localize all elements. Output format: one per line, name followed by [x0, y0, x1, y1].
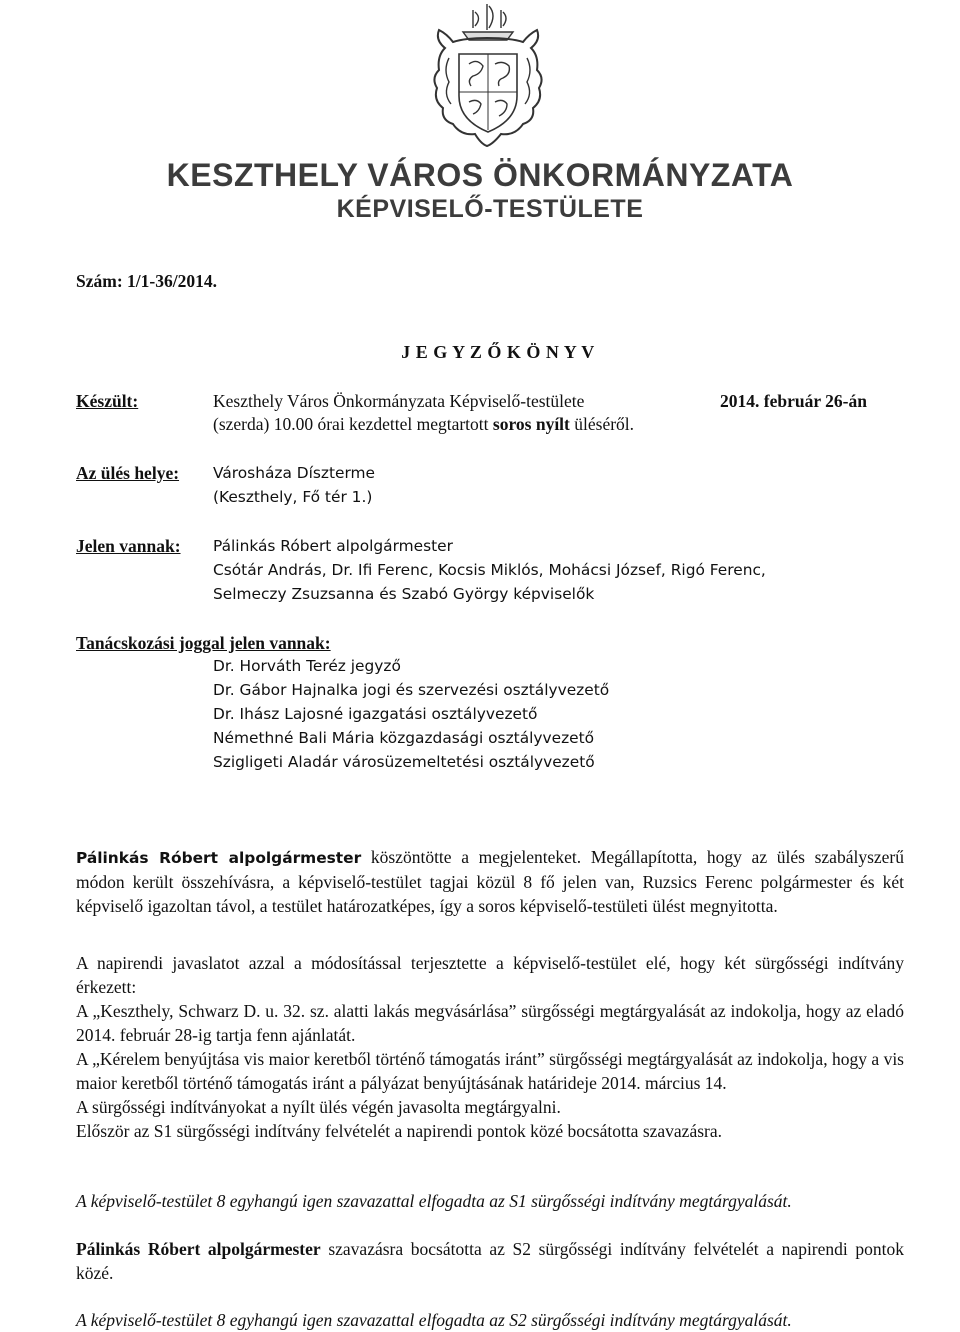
- jelen-line-1: Pálinkás Róbert alpolgármester: [213, 537, 453, 555]
- helye-line-2: (Keszthely, Fő tér 1.): [213, 488, 373, 506]
- keszult-text-2: (szerda) 10.00 órai kezdettel megtartott: [213, 414, 489, 434]
- tanacskozasi-label: Tanácskozási joggal jelen vannak:: [76, 633, 331, 653]
- vote-call: Először az S1 sürgősségi indítvány felvételét a napirendi pontok közé bocsátotta szavazásra.: [76, 1121, 722, 1141]
- helye-label: Az ülés helye:: [76, 463, 180, 483]
- vote-result-text: A képviselő-testület 8 egyhangú igen szavazattal elfogadta az S1 sürgősségi indítvány megtárgyalását.: [76, 1191, 792, 1211]
- urgent-motion-2: A „Kérelem benyújtása vis maior keretből történő támogatás iránt” sürgősségi megtárgyalását az indokolja, hogy a vis maior keretből történő támogatás iránt a pályázat benyújtásának határideje 2014. március 14.: [76, 1049, 904, 1093]
- agenda-paragraph: [76, 951, 904, 1143]
- urgent-motion-1: A „Keszthely, Schwarz D. u. 32. sz. alatti lakás megvásárlása” sürgősségi megtárgyalását az indokolja, hogy az eladó 2014. február 28-ig tartja fenn ajánlatát.: [76, 1001, 904, 1045]
- attendee-item: Némethné Bali Mária közgazdasági osztályvezető: [213, 729, 595, 747]
- opening-paragraph: [76, 845, 904, 918]
- opening-text: köszöntötte a megjelenteket. Megállapította, hogy az ülés szabályszerű módon került összehívásra, a képviselő-testület tagjai közül 8 fő jelen van, Ruzsics Ferenc polgármester és két képviselő igazoltan távol, a testület határozatképes, így a soros képviselő-testületi ülést megnyitotta.: [76, 847, 904, 916]
- document-number: Szám: 1/1-36/2014.: [76, 271, 217, 291]
- attendee-item: Dr. Horváth Teréz jegyző: [213, 657, 401, 675]
- session-type: soros nyílt: [492, 414, 570, 434]
- attendee-item: Dr. Ihász Lajosné igazgatási osztályvezető: [213, 705, 538, 723]
- attendee-item: Dr. Gábor Hajnalka jogi és szervezési osztályvezető: [213, 681, 610, 699]
- institution-name: KESZTHELY VÁROS ÖNKORMÁNYZATA: [166, 157, 794, 193]
- agenda-text: A napirendi javaslatot azzal a módosítással terjesztette a képviselő-testület elé, hogy két sürgősségi indítvány érkezett:: [76, 953, 904, 997]
- meeting-date: 2014. február 26-án: [720, 391, 867, 411]
- helye-line-1: Városháza Díszterme: [213, 464, 376, 482]
- document-title: J E G Y Z Ő K Ö N Y V: [401, 342, 595, 362]
- keszult-line-1: [213, 391, 867, 412]
- jelen-label: Jelen vannak:: [76, 536, 181, 556]
- city-coat-of-arms-icon: [425, 0, 551, 150]
- vote-result-text: A képviselő-testület 8 egyhangú igen szavazattal elfogadta az S2 sürgősségi indítvány megtárgyalását.: [76, 1310, 792, 1330]
- speaker-name: Pálinkás Róbert alpolgármester: [76, 849, 362, 867]
- keszult-text-3: üléséről.: [574, 414, 635, 434]
- vote-result-2: [76, 1308, 904, 1332]
- s2-paragraph: [76, 1237, 904, 1285]
- jelen-line-3: Selmeczy Zsuzsanna és Szabó György képviselők: [213, 585, 595, 603]
- speaker-name: Pálinkás Róbert alpolgármester: [76, 1239, 321, 1259]
- s2-text: szavazásra bocsátotta az S2 sürgősségi indítvány felvételét a napirendi pontok közé.: [76, 1239, 905, 1283]
- agenda-note: A sürgősségi indítványokat a nyílt ülés végén javasolta megtárgyalni.: [76, 1097, 561, 1117]
- attendee-item: Szigligeti Aladár városüzemeltetési osztályvezető: [213, 753, 595, 771]
- vote-result-1: [76, 1189, 904, 1213]
- keszult-label: Készült:: [76, 391, 139, 411]
- keszult-line-2: [213, 414, 634, 435]
- institution-subtitle: KÉPVISELŐ-TESTÜLETE: [336, 195, 644, 223]
- keszult-text: Keszthely Város Önkormányzata Képviselő-testülete: [213, 391, 585, 411]
- jelen-line-2: Csótár András, Dr. Ifi Ferenc, Kocsis Miklós, Mohácsi József, Rigó Ferenc,: [213, 561, 766, 579]
